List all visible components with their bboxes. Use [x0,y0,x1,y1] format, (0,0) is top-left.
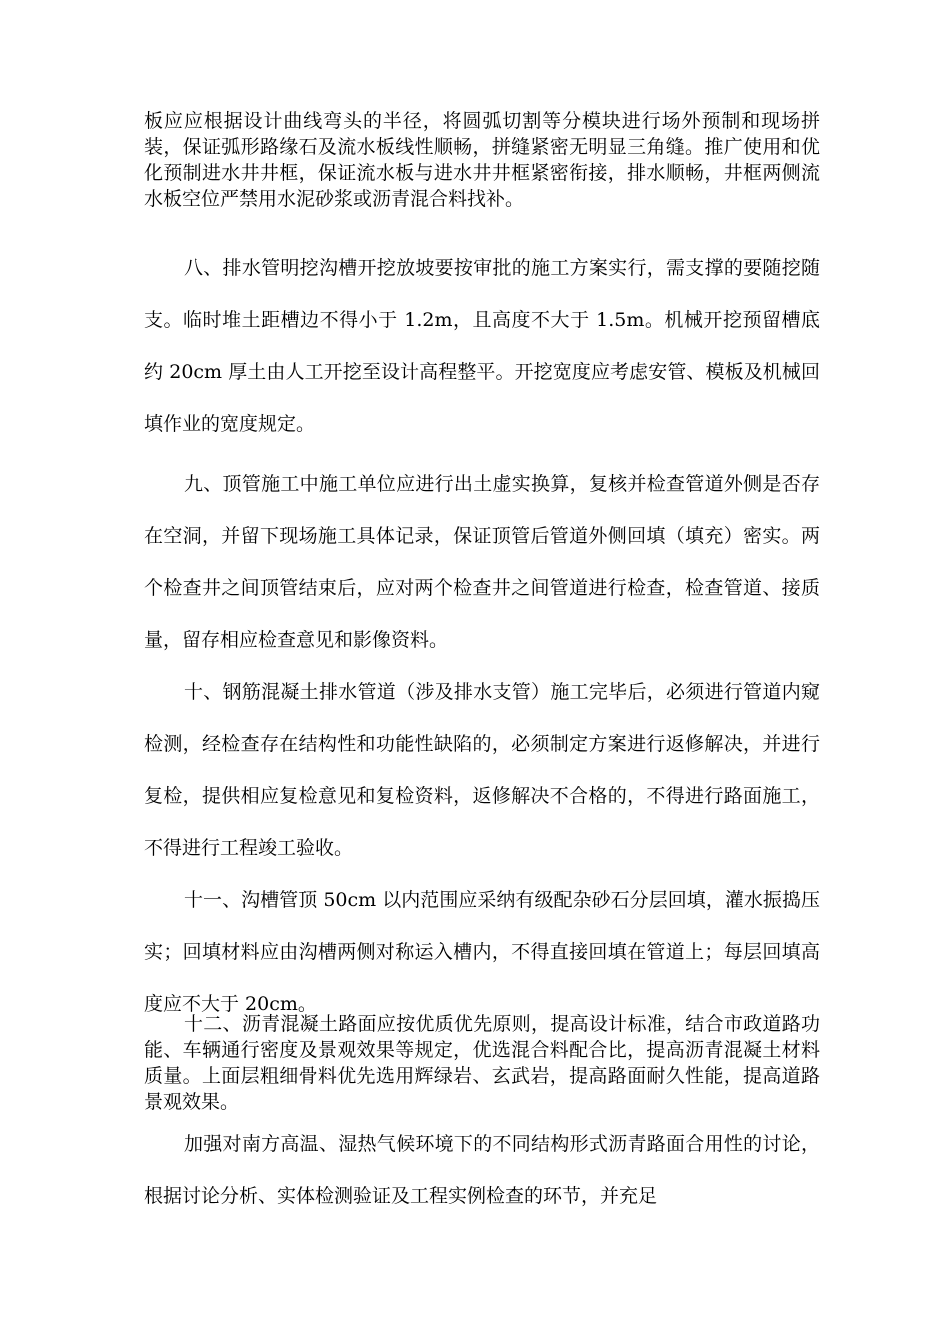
document-page [144,0,820,1344]
paragraph-continuation: 板应应根据设计曲线弯头的半径，将圆弧切割等分模块进行场外预制和现场拼装，保证弧形路缘石及流水板线性顺畅，拼缝紧密无明显三角缝。推广使用和优化预制进水井井框，保证流水板与进水井井框紧密衔接，排水顺畅，井框两侧流水板空位严禁用水泥砂浆或沥青混合料找补。 [144,110,820,210]
paragraph-section-8: 八、排水管明挖沟槽开挖放坡要按审批的施工方案实行，需支撑的要随挖随支。临时堆土距槽边不得小于 1.2m，且高度不大于 1.5m。机械开挖预留槽底约 20cm 厚土由人工开挖至设计高程整平。开挖宽度应考虑安管、模板及机械回填作业的宽度规定。 [144,257,820,435]
paragraph-asphalt-research: 加强对南方高温、湿热气候环境下的不同结构形式沥青路面合用性的讨论，根据讨论分析、实体检测验证及工程实例检查的环节，并充足 [144,1133,820,1207]
paragraph-section-9: 九、顶管施工中施工单位应进行出土虚实换算，复核并检查管道外侧是否存在空洞，并留下现场施工具体记录，保证顶管后管道外侧回填（填充）密实。两个检查井之间顶管结束后，应对两个检查井之间管道进行检查，检查管道、接质量，留存相应检查意见和影像资料。 [144,473,820,651]
paragraph-section-12: 十二、沥青混凝土路面应按优质优先原则，提高设计标准，结合市政道路功能、车辆通行密度及景观效果等规定，优选混合料配合比，提高沥青混凝土材料质量。上面层粗细骨料优先选用辉绿岩、玄武岩，提高路面耐久性能，提高道路景观效果。 [144,1013,820,1113]
paragraph-section-11: 十一、沟槽管顶 50cm 以内范围应采纳有级配杂砂石分层回填，灌水振捣压实；回填材料应由沟槽两侧对称运入槽内，不得直接回填在管道上；每层回填高度应不大于 20cm。 [144,889,820,1015]
paragraph-section-10: 十、钢筋混凝土排水管道（涉及排水支管）施工完毕后，必须进行管道内窥检测，经检查存在结构性和功能性缺陷的，必须制定方案进行返修解决，并进行复检，提供相应复检意见和复检资料，返修解决不合格的，不得进行路面施工，不得进行工程竣工验收。 [144,681,820,859]
